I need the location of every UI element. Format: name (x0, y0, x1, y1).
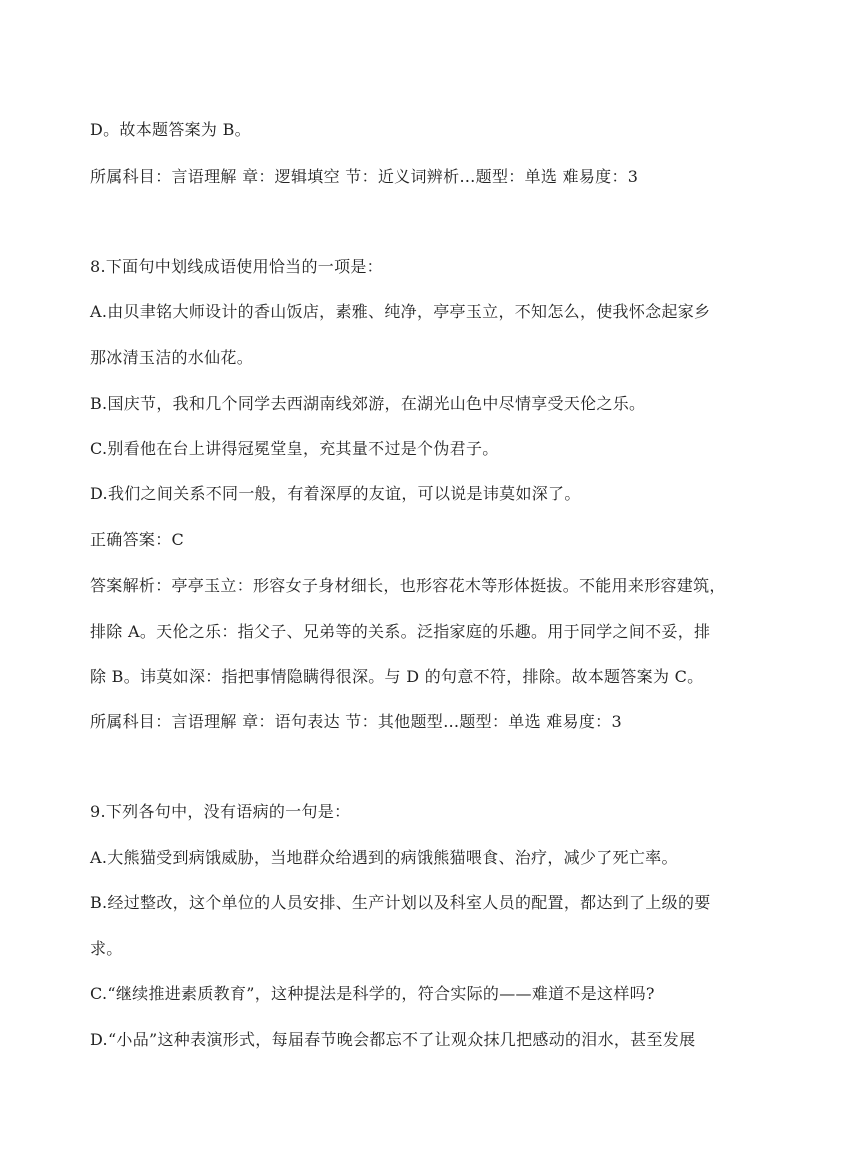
q8-analysis-line2: 排除 A。天伦之乐：指父子、兄弟等的关系。泛指家庭的乐趣。用于同学之间不妥，排 (90, 622, 711, 641)
q8-meta: 所属科目：言语理解 章：语句表达 节：其他题型…题型：单选 难易度：3 (90, 712, 622, 731)
q9-option-c: C.“继续推进素质教育”，这种提法是科学的，符合实际的——难道不是这样吗? (90, 984, 655, 1003)
q8-option-c: C.别看他在台上讲得冠冕堂皇，充其量不过是个伪君子。 (90, 439, 499, 458)
q8-option-a-line2: 那冰清玉洁的水仙花。 (90, 348, 254, 367)
q8-analysis-line1: 答案解析：亭亭玉立：形容女子身材细长，也形容花木等形体挺拔。不能用来形容建筑， (90, 576, 726, 595)
q8-analysis-line3: 除 B。讳莫如深：指把事情隐瞒得很深。与 D 的句意不符，排除。故本题答案为 C。 (90, 667, 704, 686)
q8-stem: 8.下面句中划线成语使用恰当的一项是： (90, 257, 383, 276)
q9-option-a: A.大熊猫受到病饿威胁，当地群众给遇到的病饿熊猫喂食、治疗，减少了死亡率。 (90, 848, 678, 867)
q9-stem: 9.下列各句中，没有语病的一句是： (90, 802, 351, 821)
q9-option-b-line2: 求。 (90, 939, 123, 958)
q9-option-b-line1: B.经过整改，这个单位的人员安排、生产计划以及科室人员的配置，都达到了上级的要 (90, 893, 711, 912)
q8-option-b: B.国庆节，我和几个同学去西湖南线郊游，在湖光山色中尽情享受天伦之乐。 (90, 394, 646, 413)
q9-option-d-line1: D.“小品”这种表演形式，每届春节晚会都忘不了让观众抹几把感动的泪水，甚至发展 (90, 1030, 696, 1049)
q8-option-a-line1: A.由贝聿铭大师设计的香山饭店，素雅、纯净，亭亭玉立，不知怎么，使我怀念起家乡 (90, 302, 711, 321)
q7-answer-end: D。故本题答案为 B。 (90, 120, 251, 139)
q8-correct-answer: 正确答案：C (90, 530, 185, 549)
q8-option-d: D.我们之间关系不同一般，有着深厚的友谊，可以说是讳莫如深了。 (90, 484, 581, 503)
q7-meta: 所属科目：言语理解 章：逻辑填空 节：近义词辨析…题型：单选 难易度：3 (90, 167, 639, 186)
